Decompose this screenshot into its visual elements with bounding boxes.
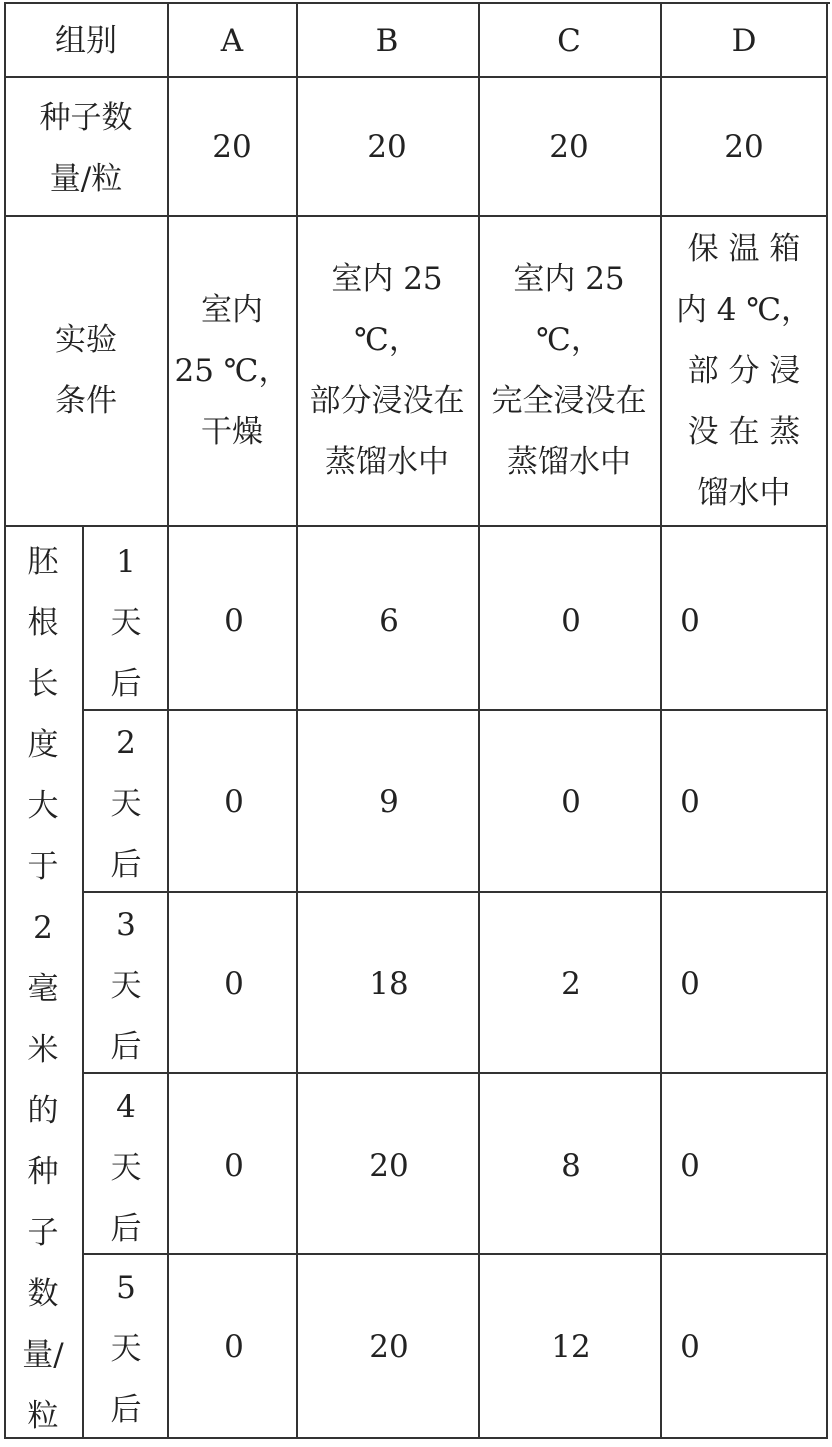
day-4-b: 20 (369, 1147, 409, 1184)
day-2-c: 0 (561, 783, 581, 820)
condition-c-line2: 完全浸没在 (491, 383, 647, 419)
group-a-header: A (220, 22, 244, 59)
day-2-b: 9 (379, 783, 399, 820)
day-4-label (84, 1077, 168, 1257)
day-3-line2: 天 (110, 968, 142, 1004)
table-rule (4, 2, 830, 4)
condition-d-line1: 保 温 箱 (687, 230, 801, 267)
condition-b-line3: 蒸馏水中 (325, 444, 449, 480)
seed-count-b: 20 (367, 128, 407, 165)
radicle-char: 度 (27, 727, 59, 763)
condition-d (660, 216, 828, 526)
table-rule (660, 2, 662, 1438)
day-5-a: 0 (224, 1328, 244, 1365)
day-5-d: 0 (680, 1328, 700, 1365)
radicle-label (4, 532, 82, 1441)
table-rule (4, 2, 6, 1439)
table-rule (84, 891, 828, 893)
group-header: 组别 (55, 22, 117, 59)
radicle-char: 大 (27, 788, 59, 824)
table-rule (4, 215, 828, 217)
day-4-line3: 后 (110, 1211, 142, 1247)
condition-label (4, 216, 168, 526)
day-2-d: 0 (680, 783, 700, 820)
condition-d-line2: 内 4 ℃， (675, 291, 813, 328)
day-2-line1: 2 (116, 725, 136, 761)
day-5-line3: 后 (110, 1392, 142, 1428)
seed-count-d: 20 (724, 128, 764, 165)
condition-b-line1: 室内 25 ℃， (331, 261, 453, 358)
table-rule (167, 2, 169, 1438)
table-rule (82, 526, 84, 1438)
table-rule (84, 1253, 828, 1255)
day-1-line1: 1 (116, 544, 136, 580)
day-5-line2: 天 (110, 1331, 142, 1367)
radicle-char: 种 (27, 1154, 59, 1190)
day-1-d: 0 (680, 602, 700, 639)
table-rule (84, 1072, 828, 1074)
radicle-char: 子 (27, 1215, 59, 1251)
condition-d-line5: 馏水中 (697, 474, 791, 511)
table-rule (4, 76, 828, 78)
day-1-b: 6 (379, 602, 399, 639)
radicle-char: 根 (27, 605, 59, 641)
day-3-a: 0 (224, 965, 244, 1002)
radicle-char: 长 (27, 666, 59, 702)
condition-c-line3: 蒸馏水中 (507, 444, 631, 480)
day-5-line1: 5 (116, 1270, 136, 1306)
day-3-line1: 3 (116, 907, 136, 943)
day-1-label (84, 532, 168, 712)
radicle-char: 米 (27, 1032, 59, 1068)
table-rule (296, 2, 298, 1438)
table-rule (84, 709, 828, 711)
day-4-c: 8 (561, 1147, 581, 1184)
group-c-header: C (557, 22, 581, 59)
seed-count-label-line1: 种子数 (39, 100, 133, 136)
condition-a-line1: 室内 (201, 291, 263, 328)
table-rule (478, 2, 480, 1438)
seed-count-c: 20 (549, 128, 589, 165)
radicle-char: 数 (27, 1276, 59, 1312)
day-5-b: 20 (369, 1328, 409, 1365)
condition-a-line2: 25 ℃， (174, 352, 290, 389)
radicle-char: 于 (27, 849, 59, 885)
condition-a (168, 216, 296, 526)
group-d-header: D (731, 22, 757, 59)
seed-count-label-line2: 量/粒 (49, 161, 123, 197)
day-2-label (84, 713, 168, 893)
day-5-c: 12 (551, 1328, 591, 1365)
day-3-label (84, 895, 168, 1075)
day-1-line3: 后 (110, 666, 142, 702)
seed-count-a: 20 (212, 128, 252, 165)
day-3-c: 2 (561, 965, 581, 1002)
radicle-char: 粒 (27, 1398, 59, 1434)
day-1-line2: 天 (110, 605, 142, 641)
day-1-a: 0 (224, 602, 244, 639)
day-4-line2: 天 (110, 1150, 142, 1186)
day-3-line3: 后 (110, 1029, 142, 1065)
condition-label-line2: 条件 (55, 383, 117, 419)
day-4-line1: 4 (116, 1089, 136, 1125)
seed-count-label (4, 88, 168, 210)
table-rule (4, 525, 828, 527)
radicle-char: 量/ (22, 1337, 64, 1373)
condition-d-line4: 没 在 蒸 (687, 413, 801, 450)
day-4-d: 0 (680, 1147, 700, 1184)
radicle-char: 的 (27, 1093, 59, 1129)
day-3-b: 18 (369, 965, 409, 1002)
day-4-a: 0 (224, 1147, 244, 1184)
group-b-header: B (375, 22, 399, 59)
radicle-char: 胚 (27, 544, 59, 580)
day-3-d: 0 (680, 965, 700, 1002)
table-rule (4, 1437, 828, 1439)
condition-a-line3: 干燥 (201, 413, 263, 450)
day-1-c: 0 (561, 602, 581, 639)
condition-label-line1: 实验 (55, 322, 117, 358)
day-2-line3: 后 (110, 847, 142, 883)
day-2-line2: 天 (110, 786, 142, 822)
condition-b-line2: 部分浸没在 (309, 383, 465, 419)
condition-b (296, 216, 478, 526)
day-5-label (84, 1258, 168, 1438)
condition-c-line1: 室内 25 ℃， (513, 261, 635, 358)
table-rule (826, 2, 828, 1438)
day-2-a: 0 (224, 783, 244, 820)
radicle-char: 2 (33, 910, 53, 946)
condition-d-line3: 部 分 浸 (687, 352, 801, 389)
radicle-char: 毫 (27, 971, 59, 1007)
condition-c (478, 216, 660, 526)
